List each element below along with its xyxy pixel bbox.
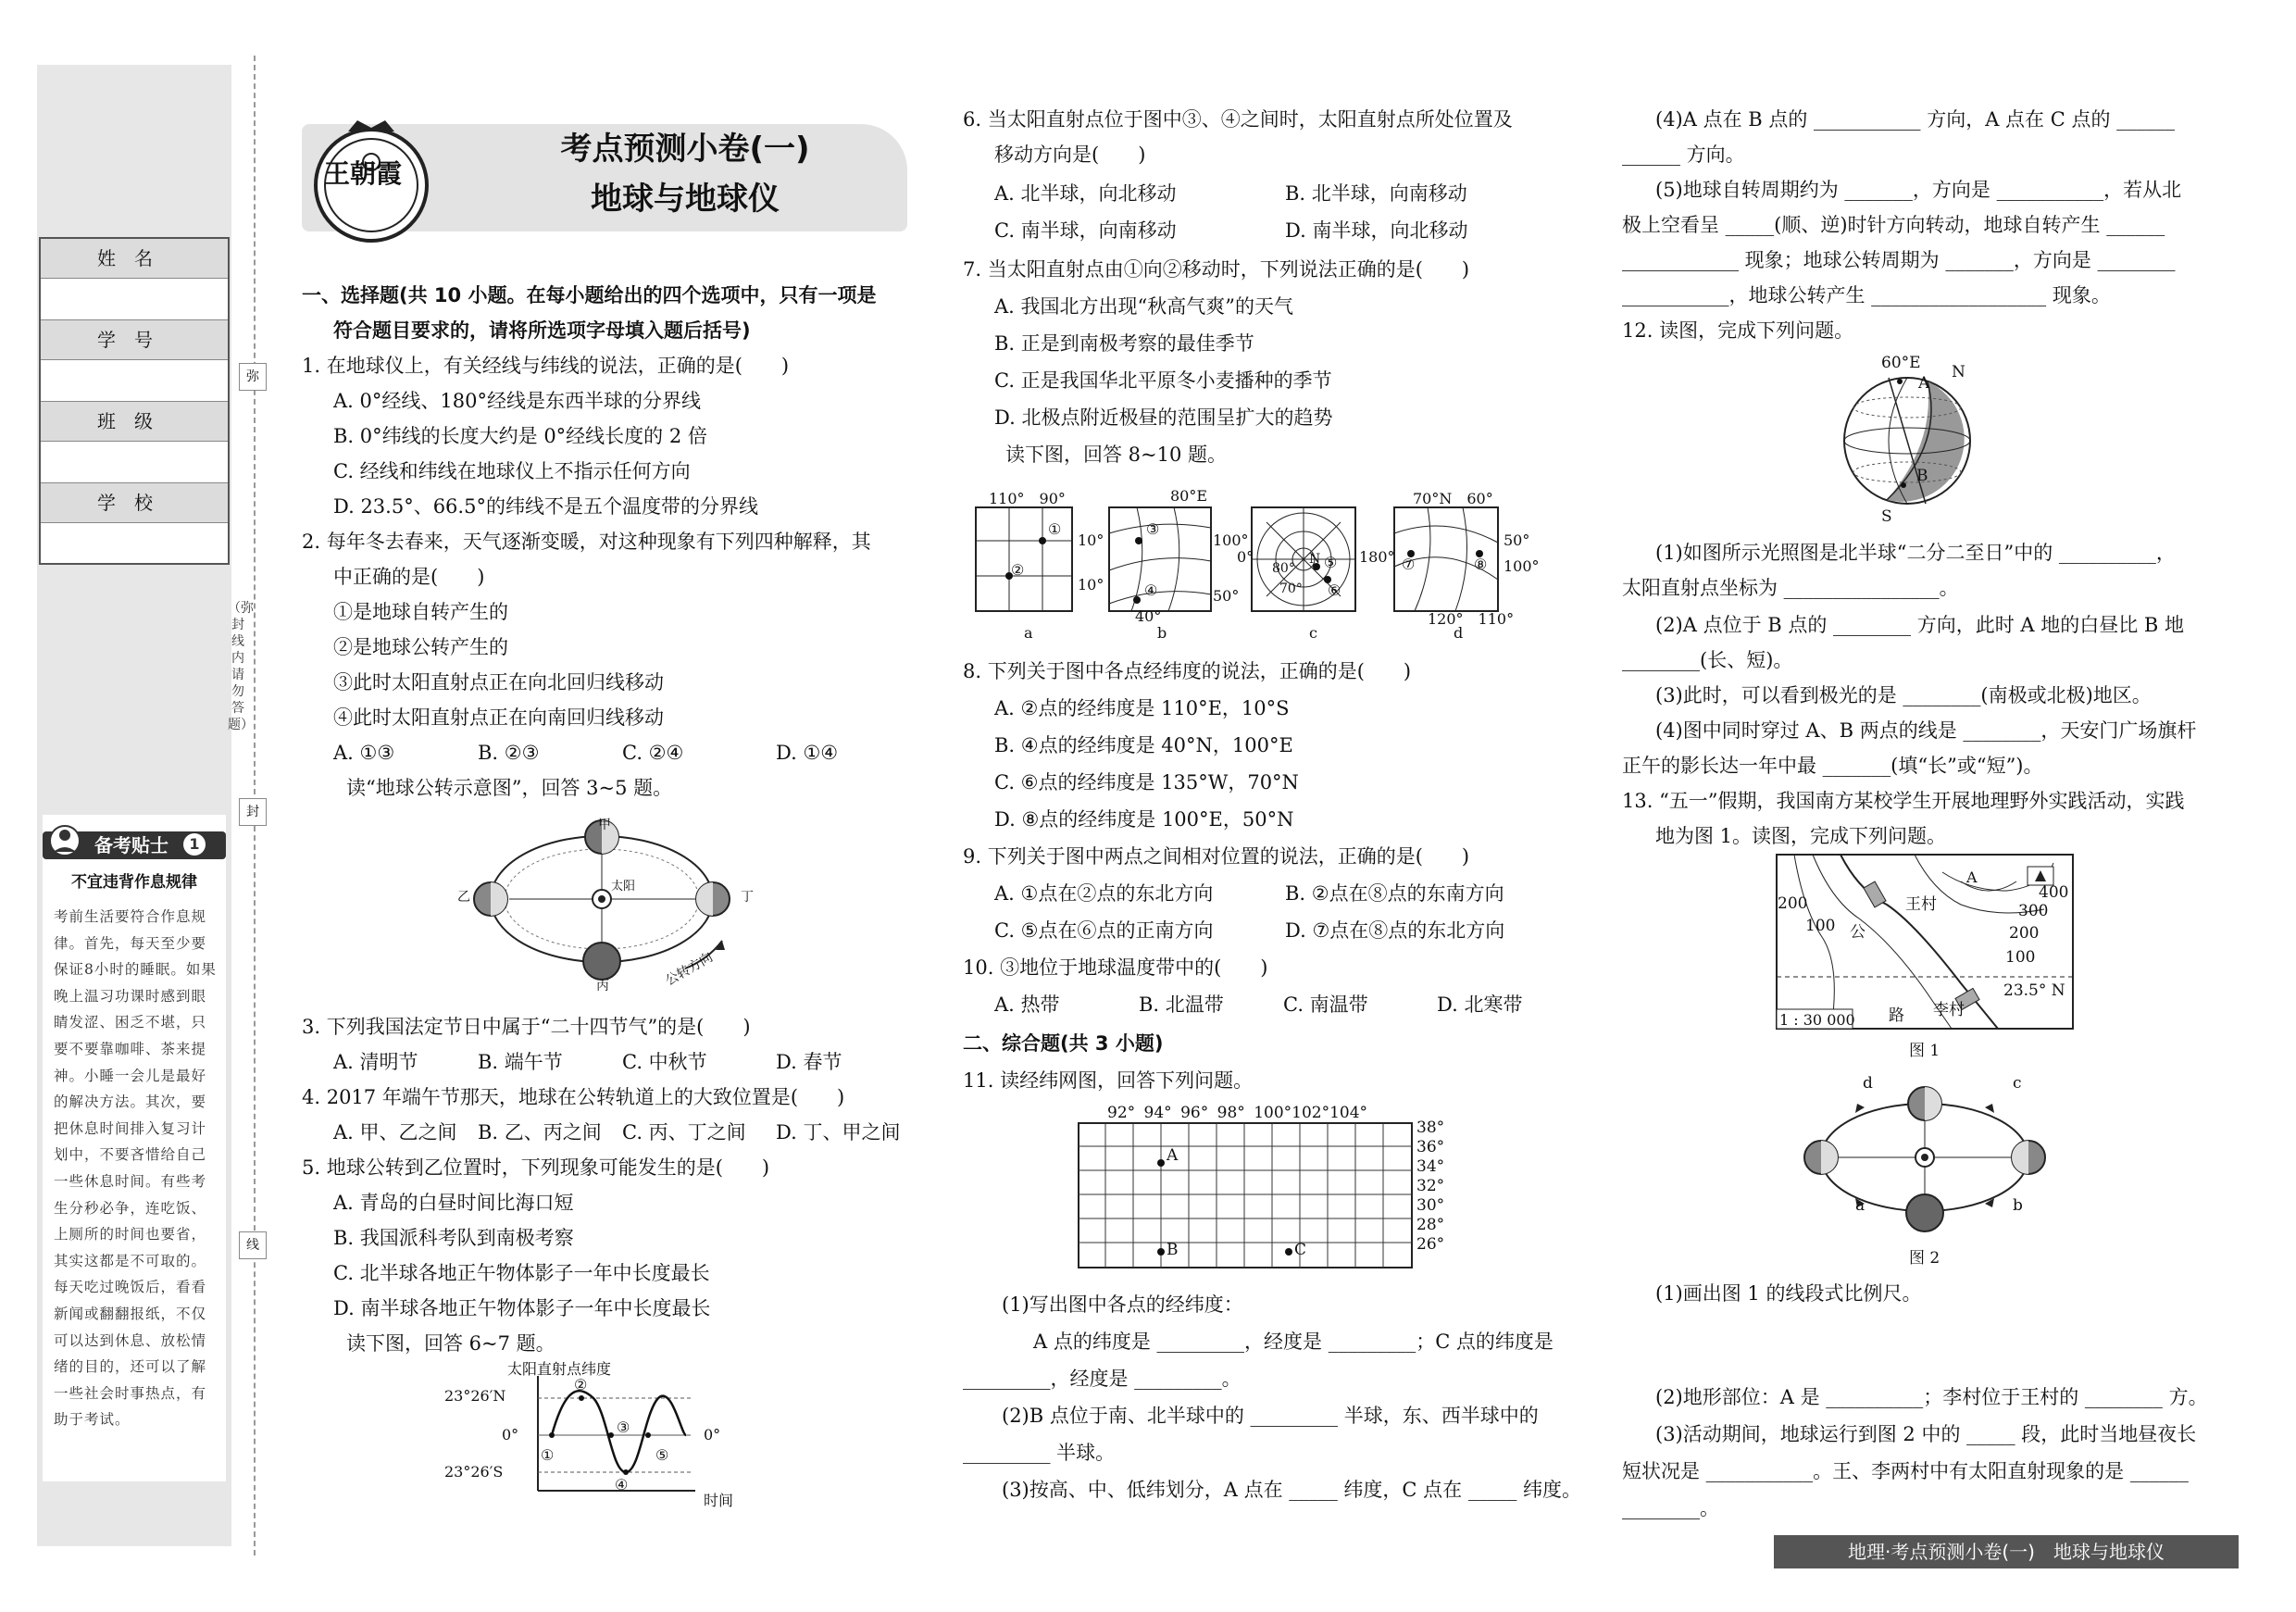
map-road-gong: 公	[1850, 923, 1866, 942]
q2-statement-3: ③此时太阳直射点正在向北回归线移动	[333, 671, 664, 694]
q11-point-b: B	[1167, 1241, 1179, 1259]
map-wang-village: 王村	[1905, 895, 1937, 914]
orbit-label-ding: 丁	[741, 890, 754, 905]
orbit2-label-b: b	[2013, 1196, 2023, 1215]
fig-c-label: c	[1309, 624, 1317, 642]
q9-option-d: D. ⑦点在⑧点的东北方向	[1285, 919, 1505, 942]
tip-title: 备考贴士	[94, 834, 168, 856]
q11-part-1-line2: _________，经度是 _________。	[963, 1368, 1242, 1390]
binding-note: （弥封线内请勿答题）	[228, 601, 254, 732]
fig-b-r2: 50°	[1213, 587, 1240, 605]
contour-100-left: 100	[1805, 917, 1836, 935]
fig-b-top: 80°E	[1170, 487, 1208, 505]
fig-c-d2: 70°	[1279, 581, 1303, 596]
fig-d-r2: 100°	[1504, 557, 1540, 575]
sun-point-2: ②	[574, 1376, 588, 1393]
map-li-village: 李村	[1933, 1001, 1965, 1019]
q11-part-5-line3: ____________ 现象；地球公转周期为 _______，方向是 ________	[1622, 249, 2176, 271]
fig-d-p8: ⑧	[1474, 556, 1488, 573]
q10-stem: 10. ③地位于地球温度带中的( )	[963, 956, 1268, 979]
sun-chart-xlabel: 时间	[704, 1492, 734, 1509]
q11-lat-labels	[1416, 1118, 1454, 1255]
student-id-field[interactable]	[41, 360, 228, 402]
q5-stem: 5. 地球公转到乙位置时，下列现象可能发生的是( )	[302, 1156, 770, 1179]
sun-point-4: ④	[615, 1476, 629, 1493]
fig-a-top: 110° 90°	[989, 490, 1066, 507]
contour-200: 200	[2009, 924, 2040, 943]
map-scale-label: 1 : 30 000	[1779, 1011, 1855, 1029]
globe-n-label: N	[1952, 363, 1965, 381]
q1-stem: 1. 在地球仪上，有关经线与纬线的说法，正确的是( )	[302, 355, 790, 377]
q6-option-d: D. 南半球，向北移动	[1285, 219, 1468, 242]
sun-chart-title: 太阳直射点纬度	[507, 1360, 612, 1378]
q13-part-3-line3: ________。	[1622, 1497, 1719, 1519]
figure-2-caption: 图 2	[1909, 1249, 1940, 1268]
lat-32: 32°	[1416, 1177, 1445, 1195]
sun-point-1: ①	[541, 1446, 555, 1464]
q8-option-a: A. ②点的经纬度是 110°E，10°S	[994, 697, 1290, 719]
lon-92: 92°	[1107, 1104, 1136, 1122]
lon-102: 102°	[1292, 1104, 1330, 1122]
q13-part-3: (3)活动期间，地球运行到图 2 中的 _____ 段，此时当地昼夜长	[1655, 1423, 2197, 1445]
section-1-heading-cont: 符合题目要求的，请将所选项字母填入题后括号)	[333, 319, 751, 342]
q6-stem-cont: 移动方向是( )	[994, 144, 1146, 166]
map-latitude-label: 23.5° N	[2003, 981, 2065, 1000]
q13-stem-cont: 地为图 1。读图，完成下列问题。	[1655, 825, 1947, 847]
student-info-box	[39, 237, 230, 565]
q12-part-2-cont: ________(长、短)。	[1622, 649, 1793, 671]
q3-option-c: C. 中秋节	[622, 1051, 707, 1073]
q12-part-1: (1)如图所示光照图是北半球“二分二至日”中的 __________，	[1655, 542, 2176, 564]
tip-number: 1	[183, 833, 206, 856]
q12-part-2: (2)A 点位于 B 点的 ________ 方向，此时 A 地的白昼比 B 地	[1655, 614, 2185, 636]
orbit-label-yi: 乙	[457, 890, 470, 905]
q1-option-c: C. 经线和纬线在地球仪上不指示任何方向	[333, 460, 691, 482]
fig-c-left: 0°	[1237, 548, 1254, 566]
fig-d-label: d	[1454, 624, 1464, 642]
fig-c-p5: ⑤	[1324, 554, 1338, 571]
lat-30: 30°	[1416, 1196, 1445, 1215]
bind-char-2: 封	[239, 798, 267, 826]
lon-96: 96°	[1180, 1104, 1209, 1122]
q3-stem: 3. 下列我国法定节日中属于“二十四节气”的是( )	[302, 1016, 751, 1038]
q2-statement-1: ①是地球自转产生的	[333, 601, 508, 623]
sun-point-5: ⑤	[655, 1446, 669, 1464]
q10-option-c: C. 南温带	[1283, 993, 1368, 1016]
sun-chart-zero-right: 0°	[704, 1426, 721, 1443]
globe-a-label: A	[1918, 374, 1930, 393]
q9-option-b: B. ②点在⑧点的东南方向	[1285, 882, 1504, 905]
orbit-label-bing: 丙	[596, 979, 609, 993]
map-road-lu: 路	[1889, 1006, 1904, 1025]
q11-lon-labels	[1107, 1104, 1367, 1122]
q11-part-3: (3)按高、中、低纬划分，A 点在 _____ 纬度，C 点在 _____ 纬度。	[1002, 1479, 1582, 1501]
page-footer: 地理·考点预测小卷(一) 地球与地球仪	[1774, 1535, 2239, 1568]
school-field[interactable]	[41, 523, 228, 564]
lat-26: 26°	[1416, 1235, 1445, 1254]
name-field[interactable]	[41, 279, 228, 320]
q5-option-a: A. 青岛的白昼时间比海口短	[333, 1192, 574, 1214]
q11-part-2: (2)B 点位于南、北半球中的 _________ 半球，东、西半球中的	[1002, 1405, 1539, 1427]
q10-option-a: A. 热带	[994, 993, 1060, 1016]
sun-chart-s-label: 23°26′S	[444, 1463, 504, 1481]
q10-option-b: B. 北温带	[1139, 993, 1224, 1016]
orbit-label-sun: 太阳	[611, 880, 636, 893]
grid-figures-intro: 读下图，回答 8~10 题。	[1005, 444, 1228, 466]
q3-option-a: A. 清明节	[333, 1051, 418, 1073]
q4-stem: 4. 2017 年端午节那天，地球在公转轨道上的大致位置是( )	[302, 1086, 845, 1108]
q6-option-c: C. 南半球，向南移动	[994, 219, 1177, 242]
exam-tip-box	[43, 815, 226, 1481]
orbit2-label-d: d	[1863, 1074, 1873, 1093]
q9-option-a: A. ①点在②点的东北方向	[994, 882, 1214, 905]
q11-part-2-cont: _________ 半球。	[963, 1442, 1116, 1464]
class-label: 班级	[41, 402, 228, 442]
q11-part-4-cont: ______ 方向。	[1622, 144, 1745, 166]
q11-part-5-line4: ___________，地球公转产生 __________________ 现象。	[1622, 284, 2111, 306]
map-point-a: A	[1966, 868, 1978, 886]
fig-b-label: b	[1157, 624, 1167, 642]
q12-part-3: (3)此时，可以看到极光的是 ________(南极或北极)地区。	[1655, 684, 2152, 706]
q2-option-b: B. ②③	[478, 742, 540, 764]
q7-option-c: C. 正是我国华北平原冬小麦播种的季节	[994, 369, 1332, 392]
fig-a-r2: 10°	[1078, 576, 1104, 594]
q4-option-d: D. 丁、甲之间	[776, 1121, 901, 1143]
orbit2-label-a: a	[1855, 1196, 1866, 1215]
fig-d-r1: 50°	[1504, 531, 1530, 549]
fig-c-right: 180°	[1359, 548, 1395, 566]
logo-name: 王朝霞	[324, 158, 403, 189]
illumination-globe	[1842, 361, 1972, 519]
q5-option-c: C. 北半球各地正午物体影子一年中长度最长	[333, 1262, 710, 1284]
q1-option-b: B. 0°纬线的长度大约是 0°经线长度的 2 倍	[333, 425, 707, 447]
fig-c-p6: ⑥	[1328, 581, 1341, 599]
q13-part-1: (1)画出图 1 的线段式比例尺。	[1655, 1282, 1922, 1305]
globe-s-label: S	[1881, 507, 1892, 526]
orbit-direction-label: 公转方向	[663, 949, 716, 989]
q2-stem: 2. 每年冬去春来，天气逐渐变暖，对这种现象有下列四种解释，其	[302, 531, 871, 553]
q2-option-d: D. ①④	[776, 742, 839, 764]
globe-b-label: B	[1916, 467, 1928, 485]
fig-b-r1: 100°	[1213, 531, 1249, 549]
q11-part-4: (4)A 点在 B 点的 ___________ 方向，A 点在 C 点的 ______	[1655, 108, 2176, 131]
q10-option-d: D. 北寒带	[1437, 993, 1523, 1016]
q7-stem: 7. 当太阳直射点由①向②移动时，下列说法正确的是( )	[963, 258, 1470, 281]
fig-d-bot: 120° 110°	[1428, 610, 1515, 628]
section-1-heading: 一、选择题(共 10 小题。在每小题给出的四个选项中，只有一项是	[302, 284, 877, 306]
fig-a-r1: 10°	[1078, 531, 1104, 549]
q2-option-a: A. ①③	[333, 742, 395, 764]
student-id-label: 学号	[41, 320, 228, 360]
q11-graticule-grid	[1078, 1122, 1413, 1268]
fig-d-p7: ⑦	[1402, 556, 1416, 573]
lat-34: 34°	[1416, 1157, 1445, 1176]
lon-100: 100°	[1254, 1104, 1292, 1122]
q2-statement-4: ④此时太阳直射点正在向南回归线移动	[333, 706, 664, 729]
fig-c-d1: 80°	[1272, 561, 1295, 576]
q13-part-3-line2: 短状况是 ___________。王、李两村中有太阳直射现象的是 ______	[1622, 1460, 2189, 1482]
lon-98: 98°	[1217, 1104, 1245, 1122]
q1-option-a: A. 0°经线、180°经线是东西半球的分界线	[333, 390, 701, 412]
section-2-heading: 二、综合题(共 3 小题)	[963, 1032, 1164, 1055]
fig-b-bot: 40°	[1135, 607, 1162, 625]
fig-a-p2: ②	[1011, 561, 1025, 579]
q11-stem: 11. 读经纬网图，回答下列问题。	[963, 1069, 1254, 1092]
q9-option-c: C. ⑤点在⑥点的正南方向	[994, 919, 1214, 942]
q2-statement-2: ②是地球公转产生的	[333, 636, 508, 658]
earth-orbit-figure-2	[1791, 1074, 2059, 1241]
q3-option-b: B. 端午节	[478, 1051, 563, 1073]
fig-b-p4: ④	[1144, 581, 1158, 599]
q6-stem: 6. 当太阳直射点位于图中③、④之间时，太阳直射点所处位置及	[963, 108, 1513, 131]
sun-chart-n-label: 23°26′N	[444, 1387, 506, 1405]
q5-option-b: B. 我国派科考队到南极考察	[333, 1227, 574, 1249]
tip-heading: 不宜违背作息规律	[71, 873, 197, 892]
q5-option-d: D. 南半球各地正午物体影子一年中长度最长	[333, 1297, 711, 1319]
contour-200-left: 200	[1778, 894, 1808, 913]
bind-char-1: 弥	[239, 363, 267, 391]
sun-chart-zero-label: 0°	[502, 1426, 519, 1443]
globe-60e-label: 60°E	[1881, 354, 1921, 372]
lat-28: 28°	[1416, 1216, 1445, 1234]
q12-part-4: (4)图中同时穿过 A、B 两点的线是 ________，天安门广场旗杆	[1655, 719, 2197, 742]
q11-point-c: C	[1294, 1241, 1307, 1259]
page-subtitle: 地球与地球仪	[591, 181, 780, 218]
q1-option-d: D. 23.5°、66.5°的纬线不是五个温度带的分界线	[333, 495, 758, 518]
name-label: 姓名	[41, 239, 228, 279]
fig-d-top: 70°N 60°	[1413, 490, 1493, 507]
q8-option-d: D. ⑧点的经纬度是 100°E，50°N	[994, 808, 1294, 831]
page-title: 考点预测小卷(一)	[560, 131, 810, 168]
tip-text: 考前生活要符合作息规律。首先，每天至少要保证8小时的睡眠。如果晚上温习功课时感到眼睛发涩、困乏不堪，只要不要靠咖啡、茶来提神。小睡一会儿是最好的解决方法。其次，要把休息时间排入复习计划中，不要吝惜给自己一些休息时间。有些考生分秒必争，连吃饭、上厕所的时间也要省，其实这都是不可取的。每天吃过晚饭后，看看新闻或翻翻报纸，不仅可以达到休息、放松情绪的目的，还可以了解一些社会时事热点，有助于考试。	[54, 908, 217, 1429]
q11-part-1: (1)写出图中各点的经纬度：	[1002, 1293, 1243, 1316]
q11-part-5: (5)地球自转周期约为 _______，方向是 ___________，若从北	[1655, 179, 2182, 201]
q7-option-a: A. 我国北方出现“秋高气爽”的天气	[994, 295, 1293, 318]
orbit2-label-c: c	[2013, 1074, 2022, 1093]
lat-36: 36°	[1416, 1138, 1445, 1156]
q3-option-d: D. 春节	[776, 1051, 842, 1073]
fig-a-label: a	[1024, 624, 1033, 642]
school-label: 学校	[41, 483, 228, 523]
q4-option-b: B. 乙、丙之间	[478, 1121, 602, 1143]
q2-stem-cont: 中正确的是( )	[333, 566, 485, 588]
sun-chart-intro: 读下图，回答 6~7 题。	[346, 1332, 555, 1355]
q2-option-c: C. ②④	[622, 742, 684, 764]
fig-c-n: N	[1309, 552, 1321, 567]
q8-stem: 8. 下列关于图中各点经纬度的说法，正确的是( )	[963, 660, 1412, 682]
figure-1-caption: 图 1	[1909, 1042, 1940, 1060]
sun-point-3: ③	[617, 1418, 630, 1436]
q6-option-b: B. 北半球，向南移动	[1285, 182, 1467, 205]
orbit-figure-intro: 读“地球公转示意图”，回答 3~5 题。	[346, 777, 673, 799]
lon-104: 104°	[1329, 1104, 1368, 1122]
bind-char-3: 线	[239, 1231, 267, 1259]
fig-a-p1: ①	[1048, 520, 1062, 538]
contour-100: 100	[2005, 948, 2036, 967]
q11-part-1-line1: A 点的纬度是 _________，经度是 _________；C 点的纬度是	[1033, 1331, 1554, 1353]
q4-option-c: C. 丙、丁之间	[622, 1121, 746, 1143]
lat-38: 38°	[1416, 1118, 1445, 1137]
orbit-label-jia: 甲	[598, 818, 611, 832]
q13-stem: 13. “五一”假期，我国南方某校学生开展地理野外实践活动，实践	[1622, 790, 2185, 812]
contour-400: 400	[2039, 883, 2069, 902]
q7-option-d: D. 北极点附近极昼的范围呈扩大的趋势	[994, 406, 1333, 429]
q9-stem: 9. 下列关于图中两点之间相对位置的说法，正确的是( )	[963, 845, 1470, 868]
q11-point-a: A	[1167, 1146, 1179, 1165]
q6-option-a: A. 北半球，向北移动	[994, 182, 1177, 205]
q8-option-c: C. ⑥点的经纬度是 135°W，70°N	[994, 771, 1299, 794]
q12-stem: 12. 读图，完成下列问题。	[1622, 319, 1854, 342]
q7-option-b: B. 正是到南极考察的最佳季节	[994, 332, 1254, 355]
q13-part-2: (2)地形部位：A 是 __________；李村位于王村的 ________ 方。	[1655, 1386, 2208, 1408]
q12-part-4-cont: 正午的影长达一年中最 _______(填“长”或“短”)。	[1622, 755, 2043, 777]
contour-300: 300	[2018, 902, 2049, 920]
fig-b-p3: ③	[1146, 520, 1160, 538]
q12-part-1-cont: 太阳直射点坐标为 ________________。	[1622, 577, 1959, 599]
graticule-b	[1109, 507, 1211, 611]
q8-option-b: B. ④点的经纬度是 40°N，100°E	[994, 734, 1293, 756]
q4-option-a: A. 甲、乙之间	[333, 1121, 457, 1143]
class-field[interactable]	[41, 442, 228, 483]
lon-94: 94°	[1143, 1104, 1172, 1122]
q11-part-5-line2: 极上空看呈 _____(顺、逆)时针方向转动，地球自转产生 ______	[1622, 214, 2165, 236]
